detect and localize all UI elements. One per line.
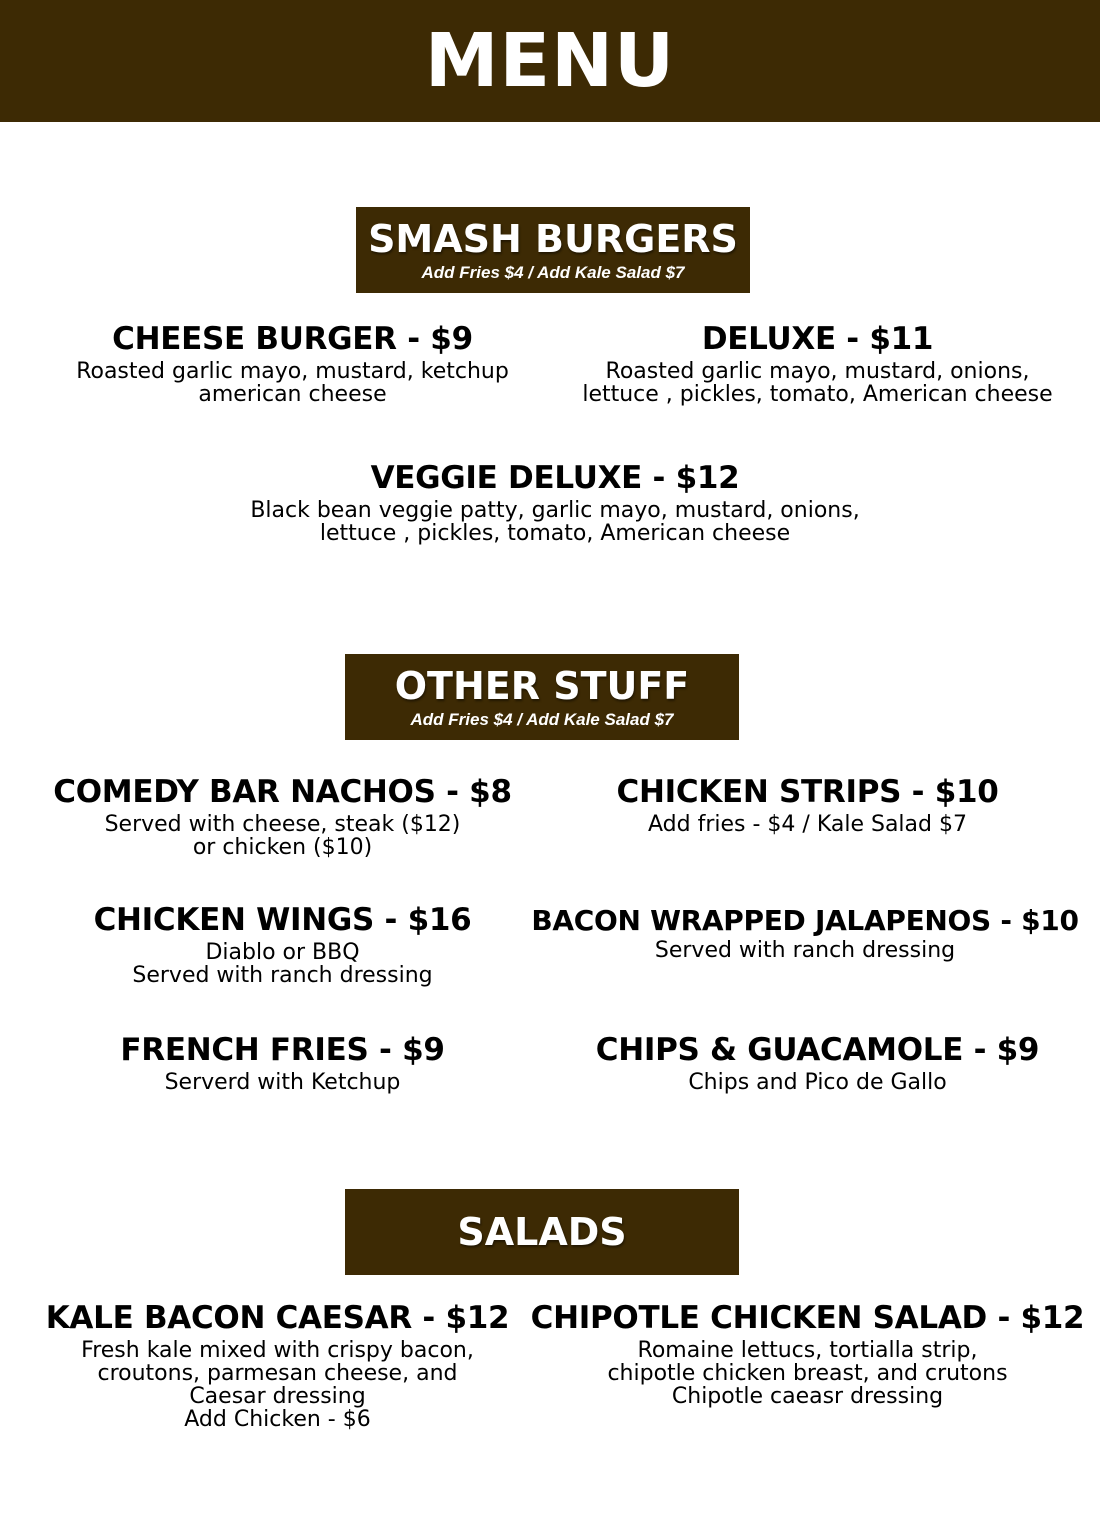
description-line: lettuce , pickles, tomato, American cheese xyxy=(582,381,1053,407)
menu-item-description xyxy=(20,941,545,987)
menu-item-title: CHICKEN STRIPS - $10 xyxy=(616,774,999,810)
description-line: croutons, parmesan cheese, and xyxy=(97,1360,458,1386)
menu-item-title: COMEDY BAR NACHOS - $8 xyxy=(53,774,512,810)
description-line: Served with ranch dressing xyxy=(132,962,433,988)
section-banner-salads xyxy=(345,1189,739,1275)
menu-item-title: KALE BACON CAESAR - $12 xyxy=(45,1300,510,1336)
description-line: Fresh kale mixed with crispy bacon, xyxy=(81,1337,474,1363)
description-line: Roasted garlic mayo, mustard, onions, xyxy=(605,358,1030,384)
menu-item-french-fries xyxy=(20,1034,545,1094)
menu-item-description xyxy=(555,360,1080,406)
description-line: Add fries - $4 / Kale Salad $7 xyxy=(648,811,967,837)
menu-item-title: CHIPOTLE CHICKEN SALAD - $12 xyxy=(530,1300,1085,1336)
menu-item-comedy-bar-nachos xyxy=(20,776,545,859)
menu-item-cheese-burger xyxy=(30,323,555,406)
menu-item-description xyxy=(20,813,545,859)
menu-item-title: CHICKEN WINGS - $16 xyxy=(93,902,472,938)
menu-item-chicken-wings xyxy=(20,904,545,987)
description-line: lettuce , pickles, tomato, American cheese xyxy=(319,520,791,546)
menu-item-chicken-strips xyxy=(545,776,1070,836)
description-line: Black bean veggie patty, garlic mayo, mustard, onions, xyxy=(250,497,860,523)
menu-item-deluxe xyxy=(555,323,1080,406)
page-title: MENU xyxy=(424,18,676,104)
description-line: Served with ranch dressing xyxy=(654,938,956,964)
menu-item-title: BACON WRAPPED JALAPENOS - $10 xyxy=(531,904,1079,937)
section-title: SALADS xyxy=(457,1210,627,1254)
section-banner-other-stuff xyxy=(345,654,739,740)
description-line: Romaine lettucs, tortialla strip, xyxy=(637,1337,978,1363)
menu-item-title: VEGGIE DELUXE - $12 xyxy=(370,460,740,496)
menu-item-title: DELUXE - $11 xyxy=(701,321,934,357)
menu-item-description xyxy=(20,1071,545,1094)
menu-item-description xyxy=(30,360,555,406)
description-line: Served with cheese, steak ($12) xyxy=(104,811,461,837)
menu-item-title: FRENCH FRIES - $9 xyxy=(120,1032,445,1068)
section-title: SMASH BURGERS xyxy=(368,216,738,261)
description-line: Roasted garlic mayo, mustard, ketchup xyxy=(76,358,509,384)
description-line: Serverd with Ketchup xyxy=(164,1069,401,1095)
menu-item-description xyxy=(555,1071,1080,1094)
menu-item-title: CHEESE BURGER - $9 xyxy=(112,321,473,357)
section-subtitle: Add Fries $4 / Add Kale Salad $7 xyxy=(421,262,685,282)
menu-item-description xyxy=(525,939,1085,962)
description-line: Add Chicken - $6 xyxy=(184,1406,371,1432)
menu-item-title: CHIPS & GUACAMOLE - $9 xyxy=(595,1032,1040,1068)
menu-item-description xyxy=(200,499,910,545)
description-line: Chipotle caeasr dressing xyxy=(671,1383,944,1409)
menu-item-description xyxy=(530,1339,1085,1408)
description-line: Diablo or BBQ xyxy=(205,939,360,965)
description-line: chipotle chicken breast, and crutons xyxy=(607,1360,1008,1386)
section-banner-smash-burgers xyxy=(356,207,750,293)
description-line: or chicken ($10) xyxy=(192,834,373,860)
menu-item-bacon-wrapped-jalapenos xyxy=(525,906,1085,962)
menu-item-chipotle-chicken-salad xyxy=(530,1302,1085,1408)
menu-item-description xyxy=(15,1339,540,1431)
menu-item-chips-guacamole xyxy=(555,1034,1080,1094)
menu-item-kale-bacon-caesar xyxy=(15,1302,540,1431)
description-line: Chips and Pico de Gallo xyxy=(688,1069,947,1095)
section-subtitle: Add Fries $4 / Add Kale Salad $7 xyxy=(410,709,674,729)
menu-item-veggie-deluxe xyxy=(200,462,910,545)
section-title: OTHER STUFF xyxy=(394,663,690,708)
description-line: Caesar dressing xyxy=(189,1383,366,1409)
menu-item-description xyxy=(545,813,1070,836)
menu-header xyxy=(0,0,1100,122)
description-line: american cheese xyxy=(198,381,387,407)
